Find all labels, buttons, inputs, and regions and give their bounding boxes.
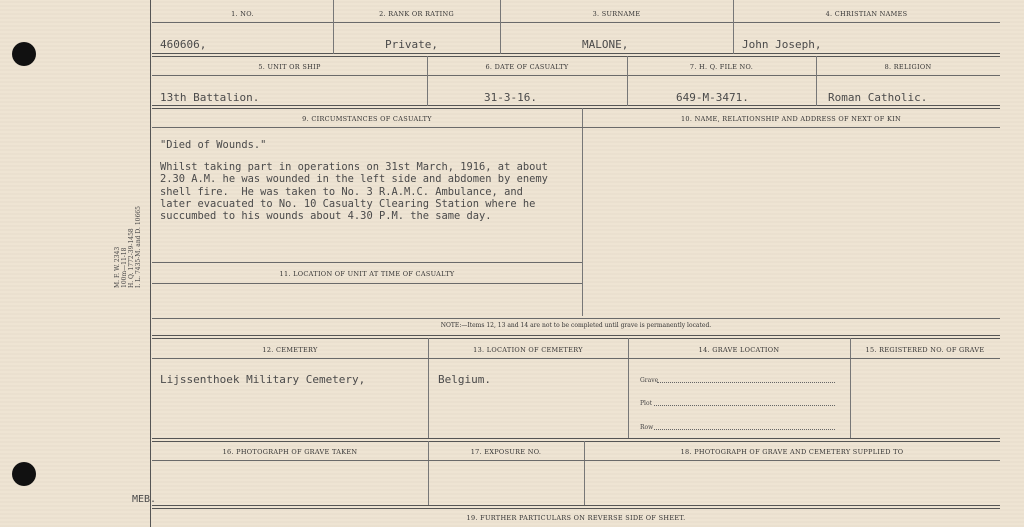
circumstances-line-2: 2.30 A.M. he was wounded in the left side and abdomen by enemy (160, 173, 548, 186)
label-photograph-supplied: 18. PHOTOGRAPH OF GRAVE AND CEMETERY SUPPLIED TO (680, 448, 904, 456)
label-unit: 5. UNIT OR SHIP (258, 63, 321, 71)
grave-label: Grave (640, 377, 659, 384)
punch-hole-bottom (12, 462, 36, 486)
label-number: 1. NO. (231, 10, 254, 18)
label-registered-no: 15. REGISTERED NO. OF GRAVE (865, 346, 985, 354)
unit-value: 13th Battalion. (160, 91, 260, 104)
cemetery-location-value: Belgium. (438, 373, 491, 386)
label-religion: 8. RELIGION (884, 63, 932, 71)
label-grave-location: 14. GRAVE LOCATION (698, 346, 780, 354)
circumstances-line-1: Whilst taking part in operations on 31st March, 1916, at about (160, 161, 548, 173)
christian-names-value: John Joseph, (742, 38, 822, 51)
date-of-casualty-value: 31-3-16. (484, 91, 537, 104)
rank-value: Private, (385, 38, 438, 51)
label-location-of-cemetery: 13. LOCATION OF CEMETERY (473, 346, 583, 354)
hq-file-value: 649-M-3471. (676, 91, 749, 104)
row-label: Row (640, 424, 654, 431)
label-location-of-unit: 11. LOCATION OF UNIT AT TIME OF CASUALTY (279, 270, 455, 278)
service-number: 460606, (160, 38, 207, 51)
label-cemetery: 12. CEMETERY (262, 346, 318, 354)
circumstances-heading: "Died of Wounds." (160, 139, 267, 151)
punch-hole-top (12, 42, 36, 66)
circumstances-line-5: succumbed to his wounds about 4.30 P.M. the same day. (160, 210, 492, 223)
circumstances-line-4: later evacuated to No. 10 Casualty Clearing Station where he (160, 197, 536, 210)
label-circumstances: 9. CIRCUMSTANCES OF CASUALTY (302, 115, 432, 123)
surname-value: MALONE, (582, 38, 629, 51)
label-christian-names: 4. CHRISTIAN NAMES (825, 10, 908, 18)
label-date-of-casualty: 6. DATE OF CASUALTY (485, 63, 569, 71)
label-surname: 3. SURNAME (592, 10, 641, 18)
plot-label: Plot (640, 400, 652, 407)
label-rank: 2. RANK OR RATING (379, 10, 454, 18)
footer-note: 19. FURTHER PARTICULARS ON REVERSE SIDE OF SHEET. (466, 514, 686, 522)
label-hq-file: 7. H. Q. FILE NO. (689, 63, 754, 71)
clerk-initials: MEB. (132, 494, 157, 505)
religion-value: Roman Catholic. (828, 91, 928, 104)
margin-line (150, 0, 151, 527)
note-text: NOTE:—Items 12, 13 and 14 are not to be completed until grave is permanently located. (440, 322, 712, 329)
cemetery-value: Lijssenthoek Military Cemetery, (160, 373, 366, 386)
label-next-of-kin: 10. NAME, RELATIONSHIP AND ADDRESS OF NEXT OF KIN (680, 115, 901, 123)
label-photograph-taken: 16. PHOTOGRAPH OF GRAVE TAKEN (222, 448, 358, 456)
circumstances-line-3: shell fire. He was taken to No. 3 R.A.M.C. Ambulance, and (160, 185, 523, 198)
label-exposure-no: 17. EXPOSURE NO. (470, 448, 542, 456)
form-reference: M. F. W. 2343 100m—11-18 H. Q. 1772-39-1458 I. L. 7435-M. and D. 10665 (114, 206, 142, 288)
